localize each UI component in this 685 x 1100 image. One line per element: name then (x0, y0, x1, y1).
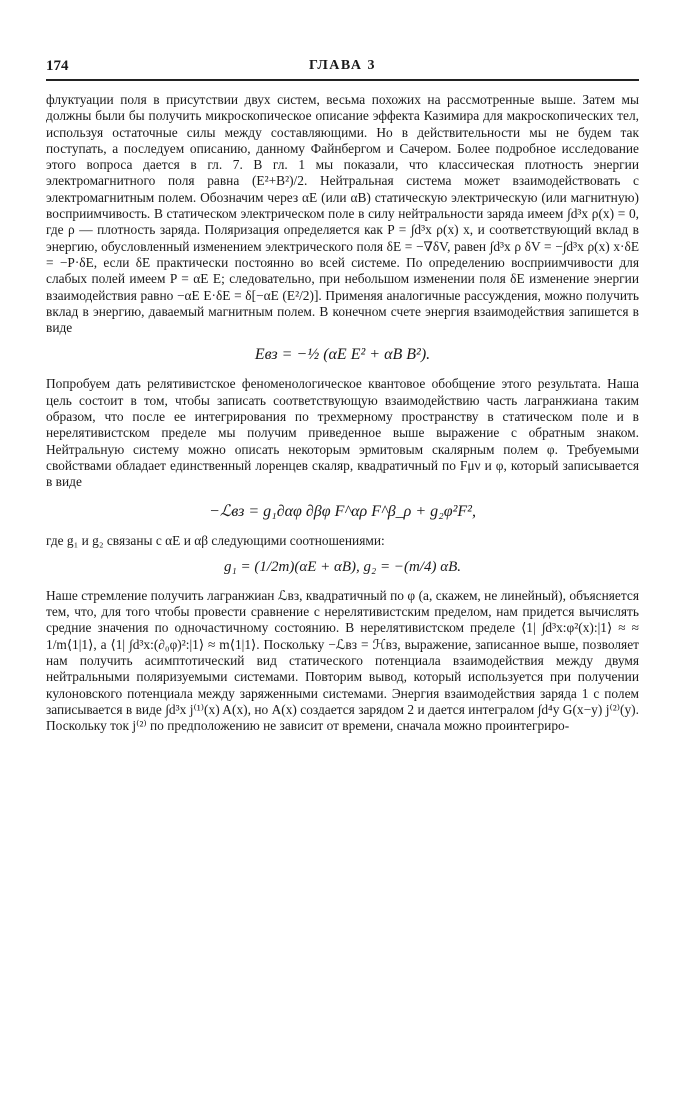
paragraph-2: Попробуем дать релятивистское феноменологическое квантовое обобщение этого результата. Наша цель состоит в том, чтобы записать соответствующую взаимодействию часть лагранжиана таким образом, что после ее интегрирования по трехмерному пространству в статическом поле и в нерелятивистском пределе мы получим приведенное выше выражение с обратным знаком. Нейтральную систему можно описать некоторым эрмитовым скалярным полем φ. Требуемыми свойствами обладает единственный лоренцев скаляр, квадратичный по Fμν и φ, который записывается в виде (46, 376, 639, 490)
equation-lagrangian: −ℒвз = g₁∂αφ ∂βφ F^αρ F^β_ρ + g₂φ²F², (209, 502, 476, 520)
equation-interaction-energy: Eвз = −½ (αE E² + αB B²). (254, 346, 431, 364)
equation-couplings: g₁ = (1/2m)(αE + αB), g₂ = −(m/4) αB. (224, 558, 461, 575)
paragraph-3: где g₁ и g₂ связаны с αE и αβ следующими соотношениями: (46, 532, 385, 548)
page-header (46, 58, 639, 78)
page-number: 174 (46, 58, 69, 74)
paragraph-4: Наше стремление получить лагранжиан ℒвз, квадратичный по φ (а, скажем, не линейный), объясняется тем, что, для того чтобы провести сравнение с нерелятивистским пределом, нам придется вычислять средние значения по одночастичному состоянию. В нерелятивистском пределе ⟨1| ∫d³x:φ²(x):|1⟩ ≈ ≈ 1/m⟨1|1⟩, а ⟨1| ∫d³x:(∂₀φ)²:|1⟩ ≈ m⟨1|1⟩. Поскольку −ℒвз = ℋвз, выражение, записанное выше, позволяет нам получить асимптотический вид статического потенциала взаимодействия между двумя нейтральными поляризуемыми системами. Повторим вывод, который используется при получении кулоновского потенциала между заряженными системами. Энергия взаимодействия заряда 1 с полем записывается в виде ∫d³x j⁽¹⁾(x) A(x), но A(x) создается зарядом 2 и дается интегралом ∫d⁴y G(x−y) j⁽²⁾(y). Поскольку ток j⁽²⁾ по предположению не зависит от времени, сначала можно проинтегриро- (46, 587, 639, 734)
chapter-running-head: ГЛАВА 3 (309, 58, 376, 73)
body-text (46, 92, 639, 735)
header-rule (46, 79, 639, 81)
paragraph-1: флуктуации поля в присутствии двух систем, весьма похожих на рассмотренные выше. Затем мы должны были бы получить микроскопическое описание эффекта Казимира для макроскопических тел, используя остаточные силы между составляющими. Но в действительности мы не будем так поступать, а последуем описанию, данному Файнбергом и Сачером. Более подробное исследование этого вопроса дается в гл. 7. В гл. 1 мы показали, что классическая плотность энергии электромагнитного поля равна (E²+B²)/2. Нейтральная система может взаимодействовать с электромагнитным полем. Обозначим через αE (или αB) статическую электрическую (или магнитную) восприимчивость. В статическом электрическом поле в силу нейтральности заряда имеем ∫d³x ρ(x) = 0, где ρ — плотность заряда. Поляризация определяется как P = ∫d³x ρ(x) x, и соответствующий вклад в энергию, обусловленный изменением электрического поля δE = −∇δV, равен ∫d³x ρ δV = −∫d³x ρ(x) x·δE = −P·δE, если δE практически постоянно во всей системе. По определению восприимчивости для слабых полей имеем P = αE E; следовательно, при небольшом изменении поля δE изменение энергии взаимодействия равно −αE E·δE = δ[−αE (E²/2)]. Применяя аналогичные рассуждения, можно получить вклад в энергию, даваемый магнитным полем. В конечном счете энергия взаимодействия запишется в виде (46, 92, 639, 336)
